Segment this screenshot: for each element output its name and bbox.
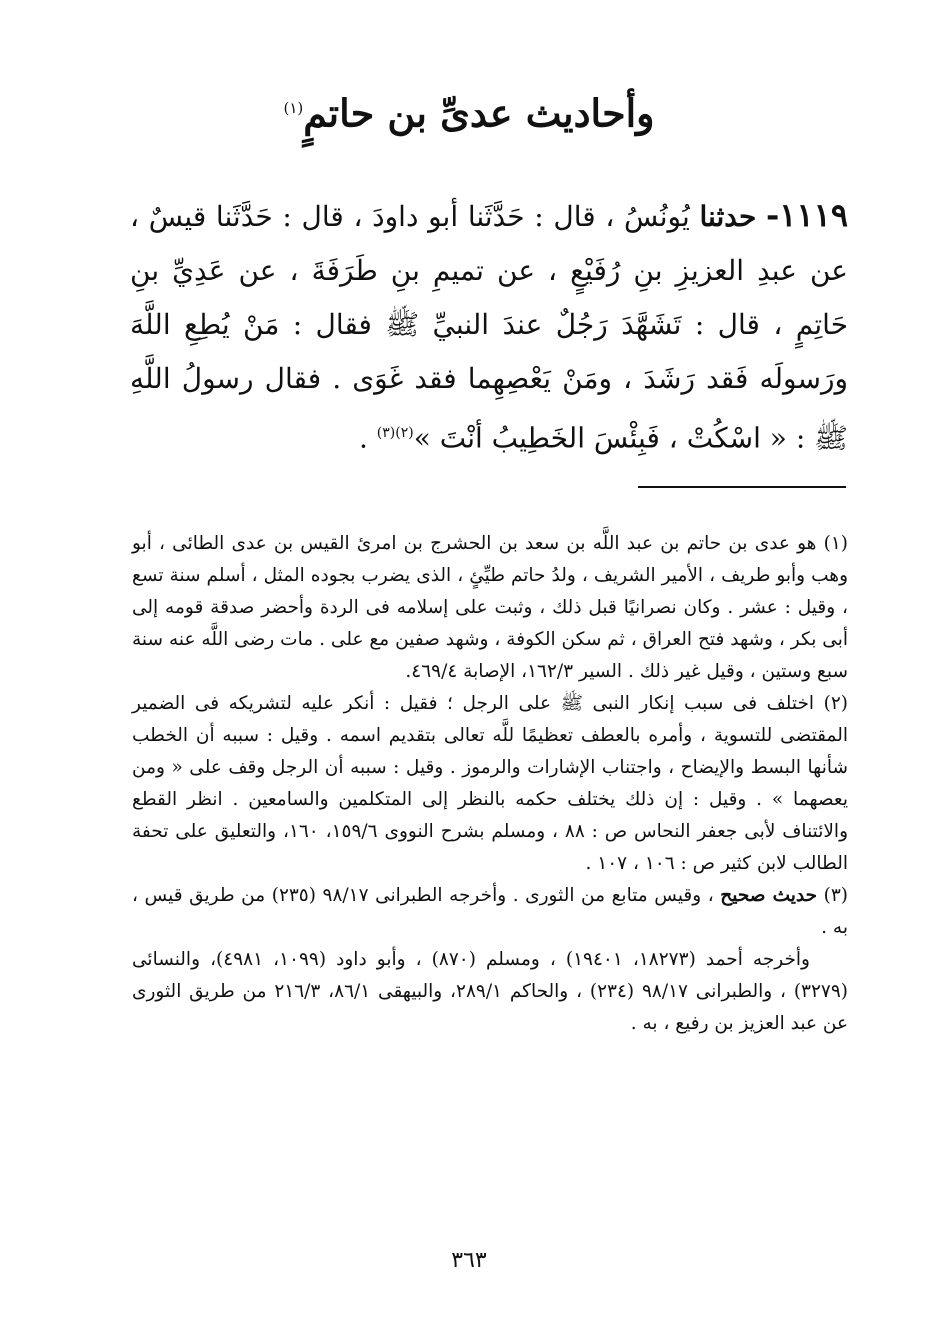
footnote-text: ، وقيس متابع من الثورى . وأخرجه الطبرانى ٩٨/١٧ (٢٣٥) من طريق قيس ، به . xyxy=(132,885,848,938)
footnote-3-continuation xyxy=(132,944,848,1040)
footnote-text: هو عدى بن حاتم بن عبد اللَّه بن سعد بن الحشرج بن امرئ القيس بن عدى الطائى ، أبو وهب وأبو طريف ، الأمير الشريف ، ولدُ حاتم طيِّئٍ ، الذى يضرب بجوده المثل ، أسلم سنة تسع ، وقيل : عشر . وكان نصرانيًا قبل ذلك ، وثبت على إسلامه فى الردة وأحضر صدقة قومه إلى أبى بكر ، وشهد فتح العراق ، ثم سكن الكوفة ، وشهد صفين مع على . مات رضى اللَّه عنه سنة سبع وستين ، وقيل غير ذلك . السير ١٦٢/٣، الإصابة ٤٦٩/٤. xyxy=(132,533,848,682)
hadith-lead: حدثنا xyxy=(699,200,757,233)
footnote-text: وأخرجه أحمد (١٨٢٧٣، ١٩٤٠١) ، ومسلم (٨٧٠) ، وأبو داود (١٠٩٩، ٤٩٨١)، والنسائى (٣٢٧٩) ، والطبرانى ٩٨/١٧ (٢٣٤) ، والحاكم ٢٨٩/١، والبيهقى ٨٦/١، ٢١٦/٣ من طريق الثورى عن عبد العزيز بن رفيع ، به . xyxy=(132,949,849,1034)
footnote-text: اختلف فى سبب إنكار النبى ﷺ على الرجل ؛ فقيل : أنكر عليه لتشريكه فى الضمير المقتضى للتسوية ، وأمره بالعطف تعظيمًا للَّه تعالى بتقديم اسمه . وقيل : سببه أن الخطب شأنها البسط والإيضاح ، واجتناب الإشارات والرموز . وقيل : سببه أن الرجل وقف على « ومن يعصهما » . وقيل : إن ذلك يختلف حكمه بالنظر إلى المتكلمين والسامعين . انظر القطع والائتناف لأبى جعفر النحاس ص : ٨٨ ، ومسلم بشرح النووى ١٥٩/٦، ١٦٠، والتعليق على تحفة الطالب لابن كثير ص : ١٠٦ ، ١٠٧ . xyxy=(132,693,849,874)
hadith-number: ١١١٩- xyxy=(765,196,848,234)
footnote-marker: (٣) xyxy=(823,885,848,906)
chapter-footnote-ref: (١) xyxy=(283,99,304,117)
footnote-grade: حديث صحيح xyxy=(720,885,818,906)
footnotes xyxy=(132,528,848,1040)
hadith-footnote-refs: (٢)(٣) xyxy=(376,425,414,441)
footnote-3 xyxy=(132,880,848,944)
hadith-end: . xyxy=(358,421,368,455)
footnote-2 xyxy=(132,688,848,880)
chapter-title xyxy=(0,78,938,144)
footnote-marker: (١) xyxy=(823,533,848,554)
footnote-marker: (٢) xyxy=(823,693,848,714)
footnote-separator xyxy=(638,486,846,488)
chapter-title-text: وأحاديث عدىِّ بن حاتمٍ xyxy=(303,90,655,136)
hadith-1119 xyxy=(130,188,848,465)
hadith-text: يُونُسُ ، قال : حَدَّثَنا أبو داودَ ، قال : حَدَّثَنا قيسٌ ، عن عبدِ العزيزِ بنِ رُفَيْعٍ ، عن تميمِ بنِ طَرَفَةَ ، عن عَدِيِّ بنِ حَاتِمٍ ، قال : تَشَهَّدَ رَجُلٌ عندَ النبيِّ ﷺ فقال : مَنْ يُطِعِ اللَّهَ ورَسولَه فَقد رَشَدَ ، ومَنْ يَعْصِهِما فقد غَوَى . فقال رسولُ اللَّهِ ﷺ : « اسْكُتْ ، فَبِئْسَ الخَطِيبُ أنْتَ » xyxy=(130,200,848,455)
page-number: ٣٦٣ xyxy=(451,1248,487,1273)
footnote-1 xyxy=(132,528,848,688)
